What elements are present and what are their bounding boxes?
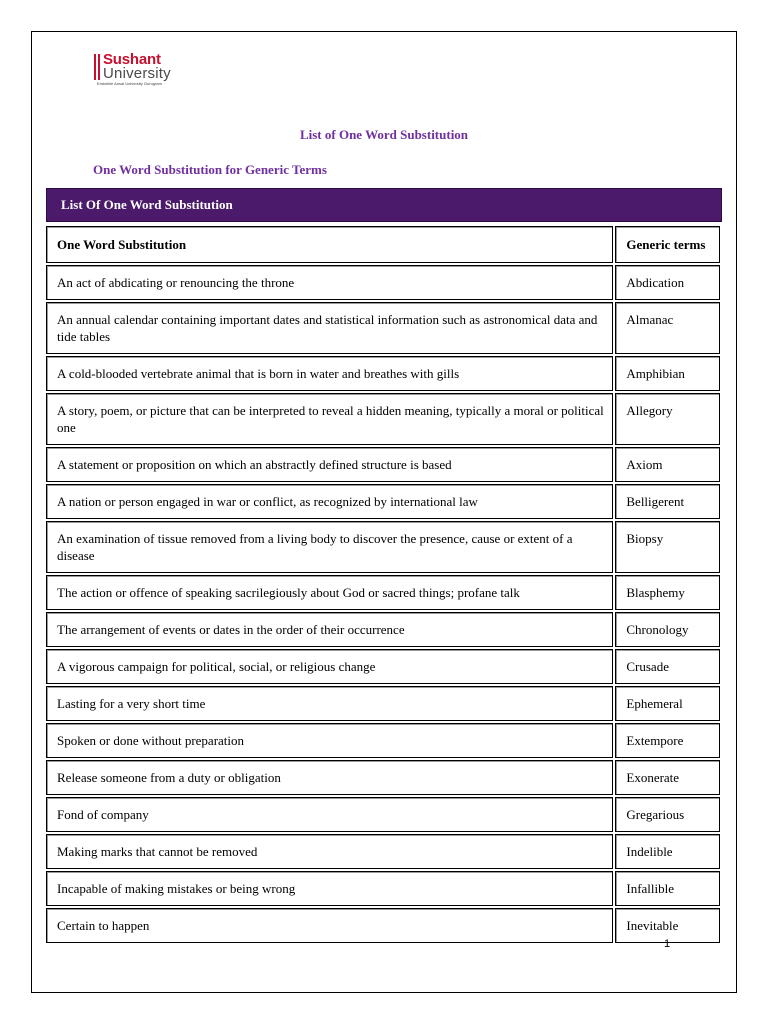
definition-cell: A statement or proposition on which an abstractly defined structure is based	[46, 447, 613, 482]
word-cell: Abdication	[615, 265, 720, 300]
table-row	[46, 908, 720, 943]
definition-cell: Release someone from a duty or obligation	[46, 760, 613, 795]
word-cell: Blasphemy	[615, 575, 720, 610]
table-row	[46, 612, 720, 647]
definition-cell: An examination of tissue removed from a living body to discover the presence, cause or extent of a disease	[46, 521, 613, 573]
page-subtitle: One Word Substitution for Generic Terms	[93, 162, 327, 177]
definition-cell: Spoken or done without preparation	[46, 723, 613, 758]
word-cell: Inevitable	[615, 908, 720, 943]
table-row	[46, 575, 720, 610]
header-one-word-substitution: One Word Substitution	[46, 226, 613, 263]
word-cell: Axiom	[615, 447, 720, 482]
definition-cell: Making marks that cannot be removed	[46, 834, 613, 869]
table-row	[46, 871, 720, 906]
word-cell: Almanac	[615, 302, 720, 354]
word-cell: Chronology	[615, 612, 720, 647]
table-row	[46, 302, 720, 354]
substitution-table	[44, 224, 722, 945]
table-header-row	[46, 226, 720, 263]
word-cell: Crusade	[615, 649, 720, 684]
definition-cell: A story, poem, or picture that can be interpreted to reveal a hidden meaning, typically a moral or political one	[46, 393, 613, 445]
page-number: 1	[664, 938, 671, 950]
word-cell: Ephemeral	[615, 686, 720, 721]
logo-sub: University	[103, 65, 171, 82]
table-row	[46, 521, 720, 573]
definition-cell: Lasting for a very short time	[46, 686, 613, 721]
definition-cell: The arrangement of events or dates in the order of their occurrence	[46, 612, 613, 647]
table-row	[46, 686, 720, 721]
word-cell: Gregarious	[615, 797, 720, 832]
definition-cell: A nation or person engaged in war or conflict, as recognized by international law	[46, 484, 613, 519]
word-cell: Biopsy	[615, 521, 720, 573]
word-cell: Exonerate	[615, 760, 720, 795]
table-row	[46, 265, 720, 300]
definition-cell: An annual calendar containing important dates and statistical information such as astronomical data and tide tables	[46, 302, 613, 354]
definition-cell: Fond of company	[46, 797, 613, 832]
table-row	[46, 760, 720, 795]
word-cell: Infallible	[615, 871, 720, 906]
logo-name: Sushant	[103, 51, 161, 68]
header-generic-terms: Generic terms	[615, 226, 720, 263]
word-cell: Indelible	[615, 834, 720, 869]
table-row	[46, 484, 720, 519]
word-cell: Amphibian	[615, 356, 720, 391]
table-row	[46, 356, 720, 391]
page-title: List of One Word Substitution	[299, 127, 469, 142]
logo-bar-left	[94, 54, 96, 80]
logo-tagline: Erstwhile Ansal University Gurugram	[97, 81, 162, 86]
table-row	[46, 393, 720, 445]
definition-cell: An act of abdicating or renouncing the throne	[46, 265, 613, 300]
table-row	[46, 447, 720, 482]
university-logo	[94, 52, 204, 88]
table-row	[46, 797, 720, 832]
definition-cell: Incapable of making mistakes or being wrong	[46, 871, 613, 906]
word-cell: Allegory	[615, 393, 720, 445]
definition-cell: Certain to happen	[46, 908, 613, 943]
logo-bar-right	[98, 54, 100, 80]
table-caption-bar: List Of One Word Substitution	[46, 188, 722, 222]
word-cell: Extempore	[615, 723, 720, 758]
definition-cell: A cold-blooded vertebrate animal that is born in water and breathes with gills	[46, 356, 613, 391]
table-row	[46, 723, 720, 758]
table-body	[46, 226, 720, 943]
table-row	[46, 649, 720, 684]
definition-cell: A vigorous campaign for political, social, or religious change	[46, 649, 613, 684]
word-cell: Belligerent	[615, 484, 720, 519]
table-row	[46, 834, 720, 869]
definition-cell: The action or offence of speaking sacrilegiously about God or sacred things; profane talk	[46, 575, 613, 610]
substitution-table-wrapper	[44, 188, 722, 945]
